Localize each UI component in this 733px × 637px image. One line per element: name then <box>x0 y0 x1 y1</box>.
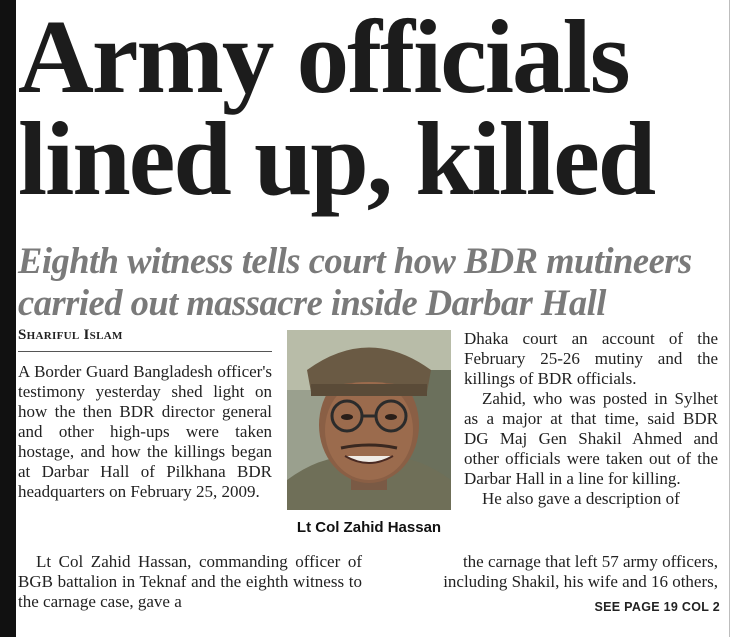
left-edge-bar <box>0 0 16 637</box>
body-paragraph-3: Dhaka court an account of the February 25-26 mutiny and the killings of BDR officials. <box>464 329 718 388</box>
headline-line-1: Army officials <box>18 0 629 115</box>
jump-link[interactable]: SEE PAGE 19 COL 2 <box>594 600 720 614</box>
headline <box>18 0 655 217</box>
byline-rule <box>18 351 272 352</box>
byline: Shariful Islam <box>18 327 123 343</box>
subheadline-line-2: carried out massacre inside Darbar Hall <box>18 282 606 323</box>
body-paragraph-4: Zahid, who was posted in Sylhet as a major at that time, said BDR DG Maj Gen Shakil Ahmed and other officials were taken out of the Darbar Hall in a line for killing. <box>464 389 718 488</box>
portrait-photo <box>287 330 451 510</box>
body-paragraph-1: A Border Guard Bangladesh officer's testimony yesterday shed light on how the then BDR director general and other high-ups were taken hostage, and how the killings began at Darbar Hall of Pilkhana BDR headquarters on February 25, 2009. <box>18 362 272 501</box>
body-column-3 <box>464 329 718 509</box>
body-paragraph-5: He also gave a description of <box>482 489 680 508</box>
headline-line-2: lined up, killed <box>18 100 655 217</box>
photo-caption: Lt Col Zahid Hassan <box>296 519 442 536</box>
subheadline <box>18 240 728 324</box>
body-continuation-line-2: including Shakil, his wife and 16 others, <box>443 572 718 591</box>
body-continuation <box>380 552 718 592</box>
body-column-1 <box>18 362 272 502</box>
portrait-image <box>287 330 451 510</box>
subheadline-line-1: Eighth witness tells court how BDR mutineers <box>18 240 692 281</box>
right-column-rule <box>729 0 730 637</box>
body-continuation-line-1: the carnage that left 57 army officers, <box>462 552 718 571</box>
body-paragraph-2: Lt Col Zahid Hassan, commanding officer of BGB battalion in Teknaf and the eighth witness to the carnage case, gave a <box>18 552 362 611</box>
